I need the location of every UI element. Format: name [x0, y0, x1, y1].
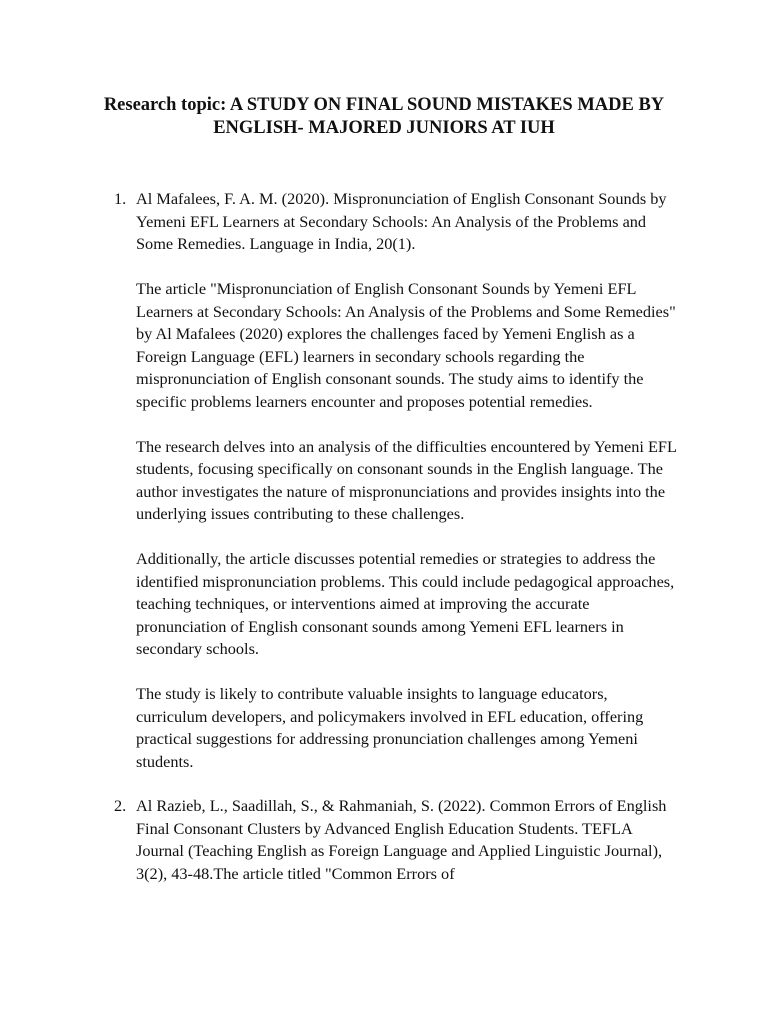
- summary-paragraph: Additionally, the article discusses potential remedies or strategies to address the identified mispronunciation problems. This could include pedagogical approaches, teaching techniques, or interventions aimed at improving the accurate pronunciation of English consonant sounds among Yemeni EFL learners in secondary schools.: [136, 549, 675, 658]
- summary-paragraph: The study is likely to contribute valuable insights to language educators, curriculum developers, and policymakers involved in EFL education, offering practical suggestions for addressing pronunciation challenges among Yemeni students.: [136, 684, 644, 771]
- reference-number: 1.: [114, 189, 127, 208]
- summary-paragraph: The article "Mispronunciation of English Consonant Sounds by Yemeni EFL Learners at Secondary Schools: An Analysis of the Problems and Some Remedies" by Al Mafalees (2020) explores the challenges faced by Yemeni English as a Foreign Language (EFL) learners in secondary schools regarding the mispronunciation of English consonant sounds. The study aims to identify the specific problems learners encounter and proposes potential remedies.: [136, 279, 676, 411]
- reference-number: 2.: [114, 796, 127, 815]
- reference-item: [0, 188, 768, 773]
- reference-citation: Al Razieb, L., Saadillah, S., & Rahmaniah, S. (2022). Common Errors of English Final Consonant Clusters by Advanced English Education Students. TEFLA Journal (Teaching English as Foreign Language and Applied Linguistic Journal), 3(2), 43-48.The article titled "Common Errors of: [136, 796, 667, 883]
- reference-item: [0, 795, 768, 885]
- reference-list: [0, 188, 768, 885]
- reference-citation: Al Mafalees, F. A. M. (2020). Mispronunciation of English Consonant Sounds by Yemeni EFL Learners at Secondary Schools: An Analysis of the Problems and Some Remedies. Language in India, 20(1).: [136, 189, 667, 253]
- research-topic-title: Research topic: A STUDY ON FINAL SOUND MISTAKES MADE BY ENGLISH- MAJORED JUNIORS AT IUH: [103, 95, 665, 138]
- summary-paragraph: The research delves into an analysis of the difficulties encountered by Yemeni EFL students, focusing specifically on consonant sounds in the English language. The author investigates the nature of mispronunciations and provides insights into the underlying issues contributing to these challenges.: [136, 436, 677, 523]
